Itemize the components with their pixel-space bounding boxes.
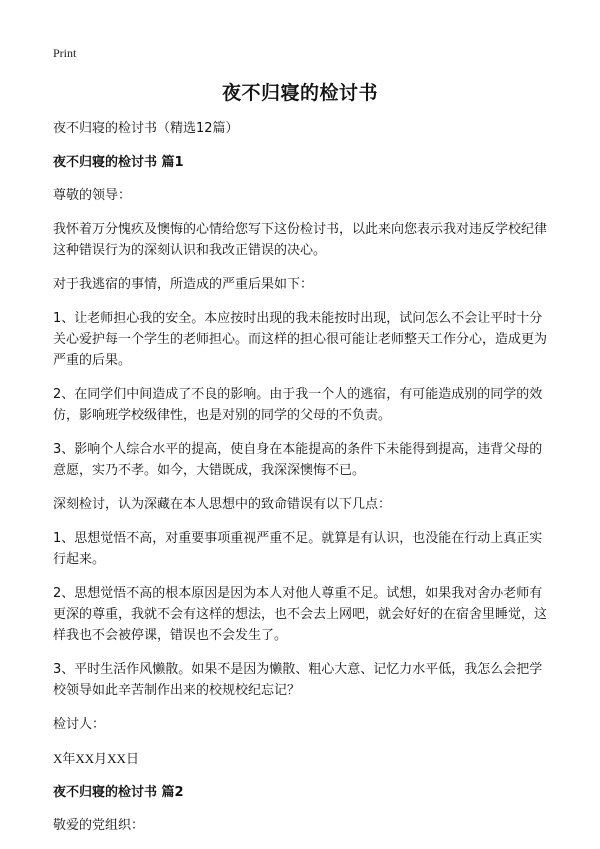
paragraph: 对于我逃宿的事情，所造成的严重后果如下： [53, 277, 314, 292]
paragraph: 2、思想觉悟不高的根本原因是因为本人对他人尊重不足。试想，如果我对舍办老师有更深的尊重，我就不会有这样的想法，也不会去上网吧，就会好好的在宿舍里睡觉，这样我也不会被停课，错误也不会发生了。 [53, 586, 548, 643]
paragraph: 3、平时生活作风懒散。如果不是因为懒散、粗心大意、记忆力水平低，我怎么会把学校领导如此辛苦制作出来的校规校纪忘记？ [53, 662, 543, 698]
section-heading: 夜不归寝的检讨书 篇1 [53, 155, 184, 170]
signature-line: 检讨人： [53, 717, 106, 732]
document-body [53, 118, 553, 849]
paragraph: 我怀着万分愧疚及懊悔的心情给您写下这份检讨书，以此来向您表示我对违反学校纪律这种错误行为的深刻认识和我改正错误的决心。 [53, 222, 548, 258]
document-subtitle: 夜不归寝的检讨书（精选12篇） [53, 121, 239, 136]
print-link[interactable]: Print [53, 46, 77, 60]
paragraph: 1、思想觉悟不高，对重要事项重视严重不足。就算是有认识，也没能在行动上真正实行起来。 [53, 531, 543, 567]
paragraph: 2、在同学们中间造成了不良的影响。由于我一个人的逃宿，有可能造成别的同学的效仿，影响班学校级律性，也是对别的同学的父母的不负责。 [53, 387, 543, 423]
salutation: 敬爱的党组织： [53, 818, 145, 833]
salutation: 尊敬的领导： [53, 188, 132, 203]
section-heading: 夜不归寝的检讨书 篇2 [53, 785, 184, 800]
date-line: X年XX月XX日 [53, 751, 139, 766]
paragraph: 深刻检讨，认为深藏在本人思想中的致命错误有以下几点： [53, 497, 392, 512]
paragraph: 3、影响个人综合水平的提高，使自身在本能提高的条件下未能得到提高，违背父母的意愿，实乃不孝。如今，大错既成，我深深懊悔不已。 [53, 442, 543, 478]
paragraph: 1、让老师担心我的安全。本应按时出现的我未能按时出现，试问怎么不会让平时十分关心爱护每一个学生的老师担心。而这样的担心很可能让老师整天工作分心，造成更为严重的后果。 [53, 311, 548, 368]
document-title: 夜不归寝的检讨书 [221, 82, 378, 104]
